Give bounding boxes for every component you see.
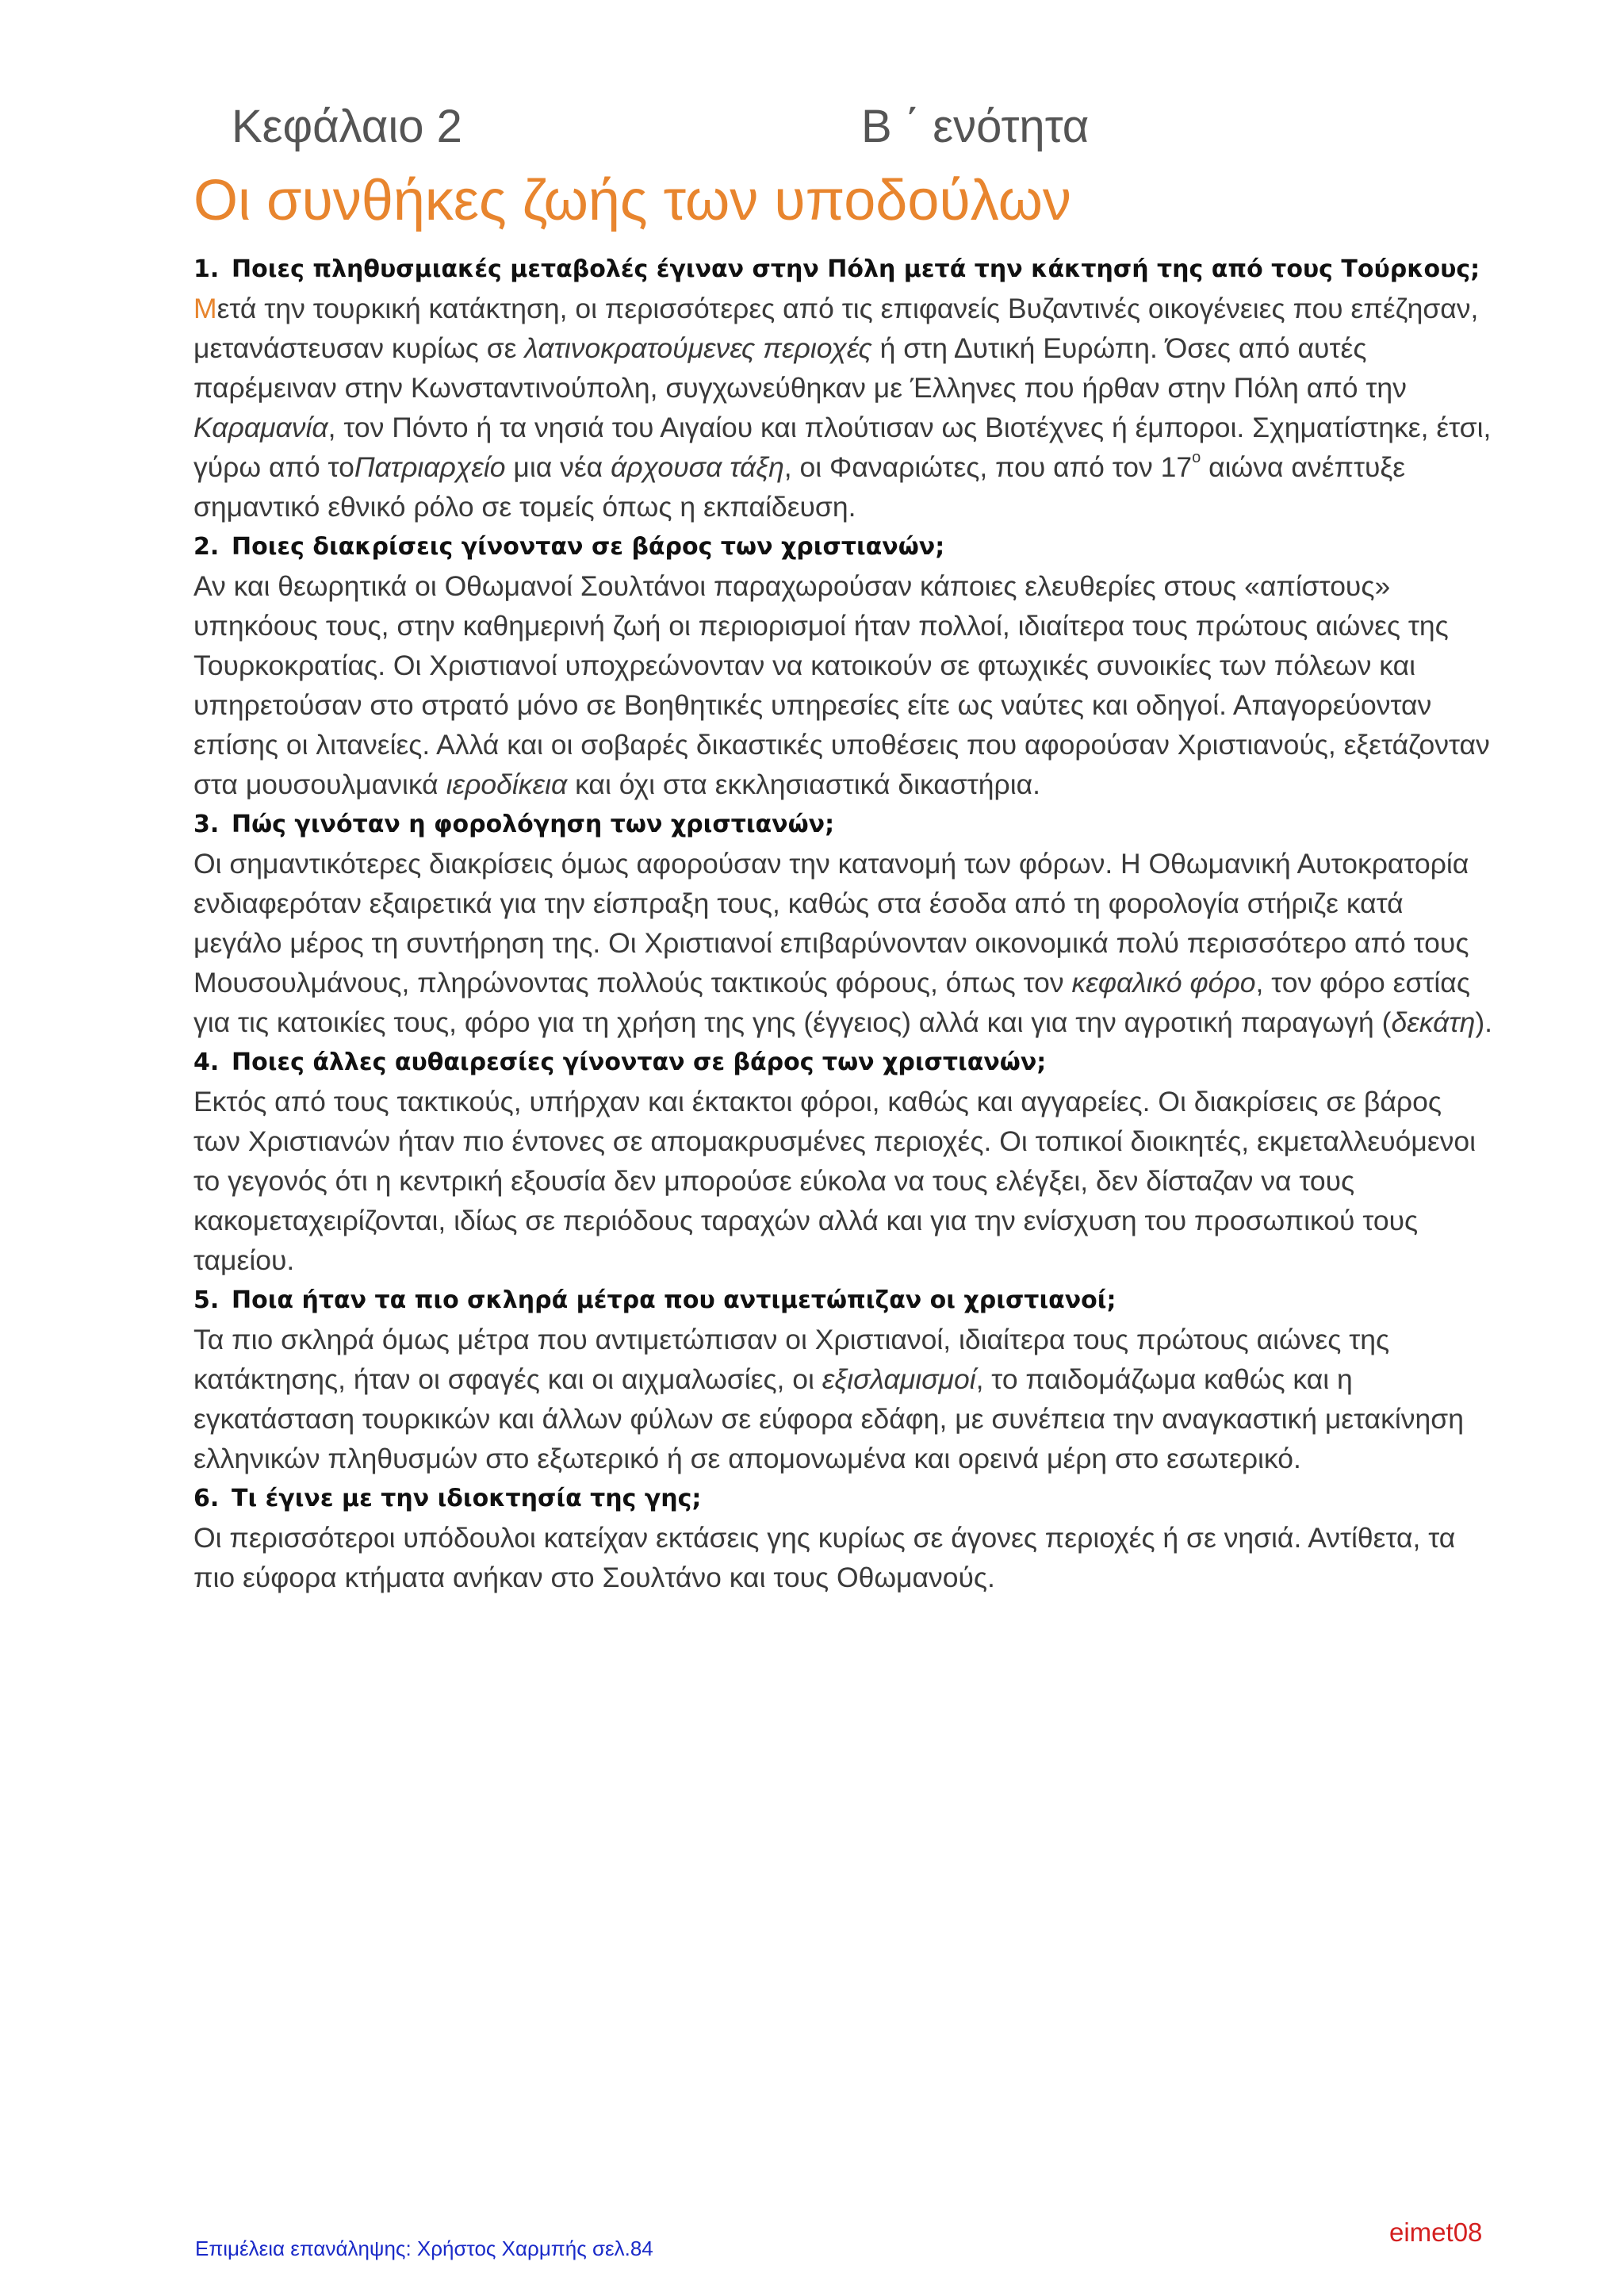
answer-4: [193, 1082, 1494, 1280]
question-number: 6.: [193, 1485, 220, 1512]
ordinal-superscript: ο: [1192, 449, 1201, 466]
answer-text: ετά την τουρκική κατάκτηση, οι περισσότερες από τις επιφανείς Βυζαντινές οικογένειες που επέζησαν, μετανάστευσαν κυρίως σε: [193, 293, 1479, 364]
answer-1: [193, 289, 1494, 527]
answer-text: Οι σημαντικότερες διακρίσεις όμως αφορούσαν την κατανομή των φόρων. Η Οθωμανική Αυτοκρατορία ενδιαφερόταν εξαιρετικά για την είσπραξη τους, καθώς στα έσοδα από τη φορολογία στήριζε κατά μεγάλο μέρος τη συντήρηση της. Οι Χριστιανοί επιβαρύνονταν οικονομικά πολύ περισσότερο από τους Μουσουλμάνους, πληρώνοντας πολλούς τακτικούς φόρους, όπως τον: [193, 848, 1469, 999]
page-header: [232, 100, 1548, 171]
answer-2: [193, 566, 1494, 804]
question-text: Ποιες πληθυσμιακές μεταβολές έγιναν στην Πόλη μετά την κάκτησή της από τους Τούρκους;: [232, 255, 1480, 283]
chapter-label: Κεφάλαιο 2: [232, 101, 462, 152]
emphasis-term: Πατριαρχείο: [354, 451, 506, 483]
answer-text: Αν και θεωρητικά οι Οθωμανοί Σουλτάνοι παραχωρούσαν κάποιες ελευθερίες στους «απίστους» υπηκόους τους, στην καθημερινή ζωή οι περιορισμοί ήταν πολλοί, ιδιαίτερα τους πρώτους αιώνες της Τουρκοκρατίας. Οι Χριστιανοί υποχρεώνονταν να κατοικούν σε φτωχικές συνοικίες των πόλεων και υπηρετούσαν στο στρατό μόνο σε Βοηθητικές υπηρεσίες είτε ως ναύτες και οδηγοί. Απαγορεύονταν επίσης οι λιτανείες. Αλλά και οι σοβαρές δικαστικές υποθέσεις που αφορούσαν Χριστιανούς, εξετάζονταν στα μουσουλμανικά: [193, 570, 1490, 800]
question-number: 1.: [193, 255, 220, 283]
footer-credit: Επιμέλεια επανάληψης: Χρήστος Χαρμπής σελ.84: [195, 2237, 653, 2260]
question-text: Ποια ήταν τα πιο σκληρά μέτρα που αντιμετώπιζαν οι χριστιανοί;: [232, 1286, 1116, 1314]
answer-text: , τον φόρο εστίας για τις κατοικίες τους, φόρο για τη χρήση της γης (έγγειος) αλλά και για την αγροτική παραγωγή (: [193, 967, 1470, 1038]
answer-text: , οι Φαναριώτες, που από τον 17: [783, 451, 1193, 483]
emphasis-term: κεφαλικό φόρο: [1071, 967, 1256, 999]
question-6: [193, 1481, 1494, 1516]
answer-text: και όχι στα εκκλησιαστικά δικαστήρια.: [567, 769, 1040, 800]
answer-text: Οι περισσότεροι υπόδουλοι κατείχαν εκτάσεις γης κυρίως σε άγονες περιοχές ή σε νησιά. Αντίθετα, τα πιο εύφορα κτήματα ανήκαν στο Σουλτάνο και τους Οθωμανούς.: [193, 1522, 1456, 1593]
question-4: [193, 1045, 1494, 1080]
answer-6: [193, 1518, 1494, 1597]
page-title: Οι συνθήκες ζωής των υποδούλων: [193, 169, 1071, 232]
answer-text: αιώνα ανέπτυξε σημαντικό εθνικό ρόλο σε τομείς όπως η εκπαίδευση.: [193, 451, 1406, 523]
question-text: Ποιες διακρίσεις γίνονταν σε βάρος των χριστιανών;: [232, 533, 945, 561]
question-text: Τι έγινε με την ιδιοκτησία της γης;: [232, 1485, 702, 1512]
unit-label: Β ΄ ενότητα: [861, 101, 1090, 152]
emphasis-term: δεκάτη: [1391, 1006, 1476, 1038]
question-number: 3.: [193, 811, 220, 838]
document-body: [193, 252, 1494, 1600]
question-text: Ποιες άλλες αυθαιρεσίες γίνονταν σε βάρος των χριστιανών;: [232, 1048, 1047, 1076]
emphasis-term: άρχουσα τάξη: [611, 451, 784, 483]
answer-text: , το παιδομάζωμα καθώς και η εγκατάσταση τουρκικών και άλλων φύλων σε εύφορα εδάφη, με συνέπεια την αναγκαστική μετακίνηση ελληνικών πληθυσμών στο εξωτερικό ή σε απομονωμένα και ορεινά μέρη στο εσωτερικό.: [193, 1363, 1464, 1474]
answer-text: , τον Πόντο ή τα νησιά του Αιγαίου και πλούτισαν ως Βιοτέχνες ή έμποροι. Σχηματίστηκε, έτσι, γύρω από το: [193, 412, 1492, 483]
answer-3: [193, 844, 1494, 1042]
emphasis-term: εξισλαμισμοί: [822, 1363, 976, 1395]
answer-text: ).: [1475, 1006, 1493, 1038]
question-number: 4.: [193, 1048, 220, 1076]
question-text: Πώς γινόταν η φορολόγηση των χριστιανών;: [232, 811, 835, 838]
question-number: 2.: [193, 533, 220, 561]
question-number: 5.: [193, 1286, 220, 1314]
answer-text: ή στη Δυτική Ευρώπη. Όσες από αυτές παρέμειναν στην Κωνσταντινούπολη, συγχωνεύθηκαν με Έλληνες που ήρθαν στην Πόλη από την: [193, 332, 1407, 404]
answer-5: [193, 1320, 1494, 1478]
question-5: [193, 1283, 1494, 1318]
question-3: [193, 807, 1494, 842]
question-1: [193, 252, 1494, 287]
emphasis-term: Καραμανία: [193, 412, 328, 443]
footer-code: eimet08: [1389, 2217, 1483, 2247]
answer-text: μια νέα: [505, 451, 611, 483]
initial-letter: Μ: [193, 293, 217, 324]
question-2: [193, 530, 1494, 565]
answer-text: Τα πιο σκληρά όμως μέτρα που αντιμετώπισαν οι Χριστιανοί, ιδιαίτερα τους πρώτους αιώνες της κατάκτησης, ήταν οι σφαγές και οι αιχμαλωσίες, οι: [193, 1324, 1390, 1395]
emphasis-term: λατινοκρατούμενες περιοχές: [524, 332, 872, 364]
emphasis-term: ιεροδίκεια: [446, 769, 568, 800]
answer-text: Εκτός από τους τακτικούς, υπήρχαν και έκτακτοι φόροι, καθώς και αγγαρείες. Οι διακρίσεις σε βάρος των Χριστιανών ήταν πιο έντονες σε απομακρυσμένες περιοχές. Οι τοπικοί διοικητές, εκμεταλλευόμενοι το γεγονός ότι η κεντρική εξουσία δεν μπορούσε εύκολα να τους ελέγξει, δεν δίσταζαν να τους κακομεταχειρίζονται, ιδίως σε περιόδους ταραχών αλλά και για την ενίσχυση του προσωπικού τους ταμείου.: [193, 1086, 1477, 1276]
